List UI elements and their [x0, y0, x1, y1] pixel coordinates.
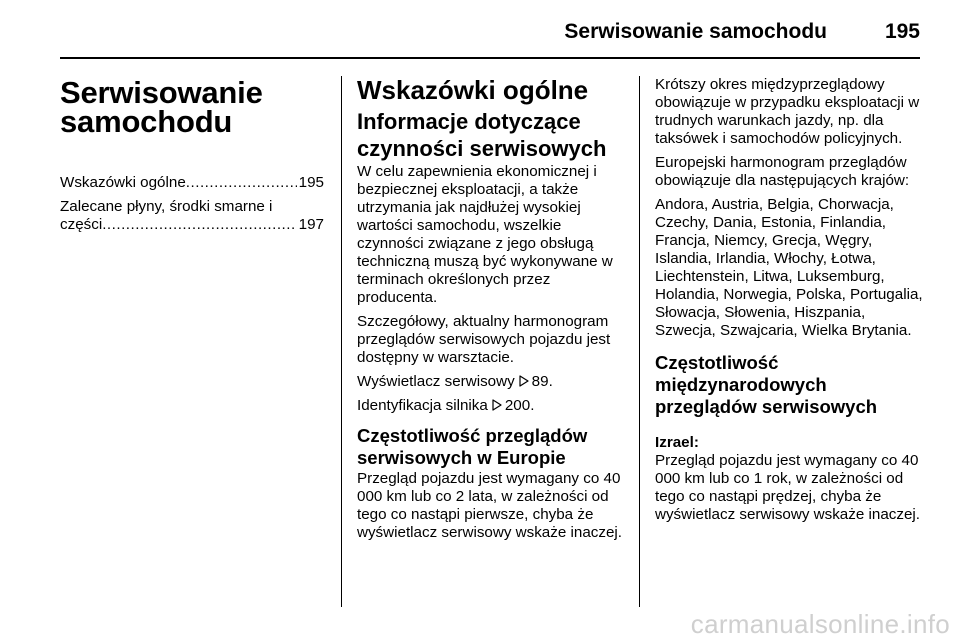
content-column-right — [655, 76, 925, 530]
toc-entry-page: 197 — [298, 216, 324, 233]
toc-entry-label-cont: części — [60, 216, 103, 233]
watermark: carmanualsonline.info — [690, 609, 950, 639]
paragraph: Andora, Austria, Belgia, Chorwacja, Czechy, Dania, Estonia, Finlandia, Francja, Niemcy, Grecja, Węgry, Islandia, Irlandia, Włochy, Łotwa, Liechtenstein, Litwa, Luksemburg, Holandia, Norwegia, Polska, Portugalia, Słowacja, Słowenia, Hiszpania, Szwecja, Szwajcaria, Wielka Brytania. — [655, 196, 923, 339]
reference-text: Wyświetlacz serwisowy — [357, 373, 515, 390]
toc-leader — [102, 216, 296, 234]
page-ref-arrow-icon — [491, 399, 503, 411]
paragraph: Przegląd pojazdu jest wymagany co 40 000 km lub co 1 rok, w zależności od tego co nastąpi prędzej, chyba że wyświetlacz serwisowy wskaże inaczej. — [655, 452, 921, 523]
paragraph: Europejski harmonogram przeglądów obowiązuje dla następujących krajów: — [655, 154, 910, 189]
reference-page: 200. — [504, 397, 535, 414]
subsection-heading: Informacje dotyczące czynności serwisowych — [357, 109, 607, 161]
column-divider-left — [341, 76, 342, 607]
toc-entry-label: Wskazówki ogólne — [60, 174, 186, 191]
header-rule — [60, 57, 920, 59]
cross-reference[interactable] — [357, 397, 624, 415]
cross-reference[interactable] — [357, 373, 624, 391]
toc-entry-page: 195 — [298, 174, 324, 191]
page-header — [60, 0, 920, 58]
toc-entry-label: Zalecane płyny, środki smarne i — [60, 198, 273, 215]
section-heading: Wskazówki ogólne — [357, 75, 589, 105]
toc-leader — [186, 174, 297, 192]
toc-entry[interactable] — [60, 174, 324, 192]
reference-page: 89. — [531, 373, 553, 390]
subsection-heading: Częstotliwość przeglądów serwisowych w Europie — [357, 425, 588, 468]
column-divider-right — [639, 76, 640, 607]
page-ref-arrow-icon — [518, 375, 530, 387]
header-title: Serwisowanie samochodu — [564, 20, 827, 43]
country-label: Izrael: — [655, 434, 699, 451]
page-number: 195 — [884, 20, 920, 43]
chapter-title: Serwisowanie samochodu — [60, 75, 263, 139]
content-column-middle — [357, 76, 624, 548]
paragraph: Krótszy okres międzyprzeglądowy obowiązuje w przypadku eksploatacji w trudnych warunkach jazdy, np. dla taksówek i samochodów policyjnych. — [655, 76, 920, 147]
table-of-contents — [60, 174, 324, 234]
toc-entry[interactable] — [60, 198, 324, 234]
paragraph: Szczegółowy, aktualny harmonogram przeglądów serwisowych pojazdu jest dostępny w warsztacie. — [357, 313, 611, 366]
reference-text: Identyfikacja silnika — [357, 397, 488, 414]
paragraph: W celu zapewnienia ekonomicznej i bezpiecznej eksploatacji, a także utrzymania jak najdłużej wysokiej wartości samochodu, wszelkie czynności związane z jego obsługą techniczną muszą być wykonywane w terminach określonych przez producenta. — [357, 163, 613, 306]
subsection-heading: Częstotliwość międzynarodowych przeglądów serwisowych — [655, 352, 878, 417]
paragraph: Przegląd pojazdu jest wymagany co 40 000 km lub co 2 lata, w zależności od tego co nastąpi pierwsze, chyba że wyświetlacz serwisowy wskaże inaczej. — [357, 470, 623, 541]
chapter-column — [60, 76, 324, 240]
